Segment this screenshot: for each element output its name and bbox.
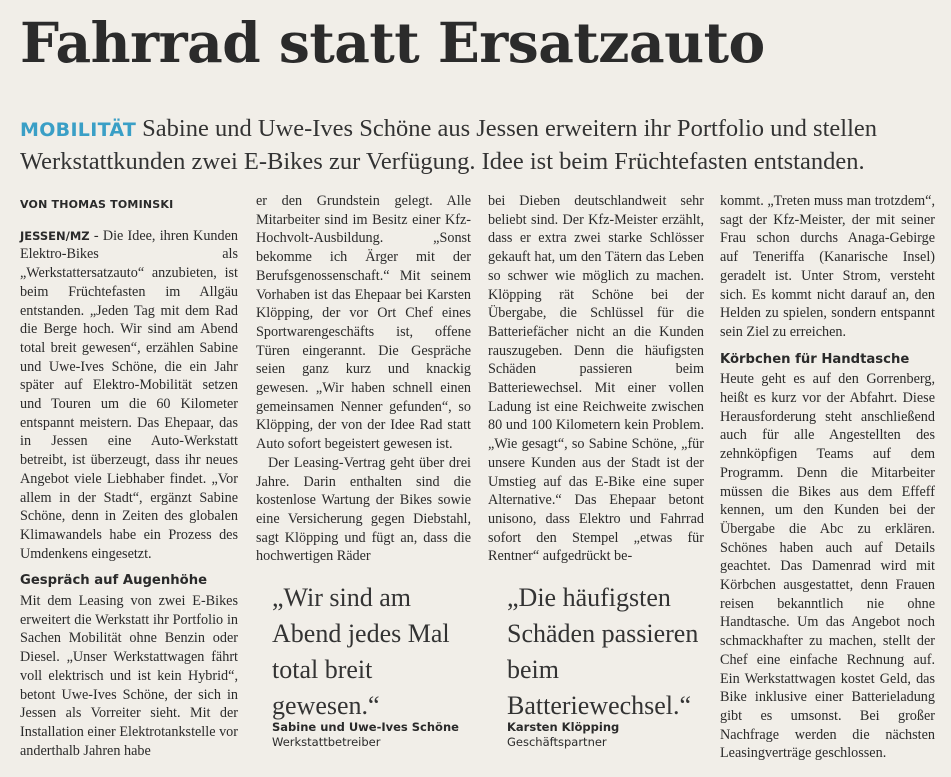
paragraph-text: - Die Idee, ihren Kunden Elektro-Bikes als „Werkstattersatzauto“ anzubieten, ist beim Früchtefasten im Allgäu entstanden. „Jeden Tag mit dem Rad die Berge hoch. Wir sind am Abend total breit gewesen“, erzählen Sabine und Uwe-Ives Schöne, die ein Jahr später auf Elektro-Mobilität setzen und Touren um die 60 Kilometer entspannt meistern. Das Ehepaar, das in Jessen eine Auto-Werkstatt betreibt, ist überzeugt, dass ihr neues Angebot viele Liebhaber findet. „Vor allem in der Stadt“, ergänzt Sabine Schöne, denn in Zeiten des globalen Klimawandels habe ein Prozess des Umdenkens eingesetzt.	[20, 227, 238, 562]
quote-role: Werkstattbetreiber	[272, 735, 381, 749]
lead-paragraph	[20, 113, 935, 177]
column-1	[20, 192, 238, 760]
quote-1-attribution	[272, 720, 472, 750]
kicker: MOBILITÄT	[20, 119, 137, 141]
subheading: Gespräch auf Augenhöhe	[20, 573, 208, 589]
quote-author: Sabine und Uwe-Ives Schöne	[272, 720, 459, 734]
paragraph: Mit dem Leasing von zwei E-Bikes erweitert die Werkstatt ihr Portfolio in Sachen Mobilität ohne Benzin oder Diesel. „Unser Werkstattwagen fährt voll elektrisch und ist kein Hybrid“, betont Uwe-Ives Schöne, der sich in Jessen als Vorreiter sieht. Mit der Installation einer Elektrotankstelle vor anderthalb Jahren habe	[20, 593, 238, 759]
headline: Fahrrad statt Ersatzauto	[20, 10, 765, 75]
quote-2-attribution	[507, 720, 707, 750]
paragraph: Der Leasing-Vertrag geht über drei Jahre. Darin enthalten sind die kostenlose Wartung der Bikes sowie eine Versicherung gegen Diebstahl, sagt Klöpping und fügt an, dass die hochwertigen Räder	[256, 454, 471, 565]
paragraph: kommt. „Treten muss man trotzdem“, sagt der Kfz-Meister, der mit seiner Frau schon durchs Anaga-Gebirge auf Teneriffa (Kanarische Insel) geradelt ist. Unter Strom, versteht sich. Es kommt nicht darauf an, den Helden zu spielen, sondern entspannt sein Ziel zu erreichen.	[720, 193, 935, 340]
column-2	[256, 192, 471, 566]
dateline: JESSEN/MZ	[20, 228, 90, 243]
byline: VON THOMAS TOMINSKI	[20, 198, 174, 211]
paragraph: bei Dieben deutschlandweit sehr beliebt sind. Der Kfz-Meister erzählt, dass er extra zwei starke Schlösser gekauft hat, um den Tätern das Leben so schwer wie möglich zu machen. Klöpping rät Schöne bei der Übergabe, die Schlüssel für die Batteriefächer nicht an die Kunden rauszugeben. Denn die häufigsten Schäden passieren beim Batteriewechsel. Mit einer vollen Ladung ist eine Reichweite zwischen 80 und 100 Kilometern kein Problem. „Wie gesagt“, so Sabine Schöne, „für unsere Kunden aus der Stadt ist der Umstieg auf das E-Bike eine super Alternative.“ Das Ehepaar betont unisono, dass Elektro und Fahrrad sofort den Stempel „etwas für Rentner“ aufgedrückt be-	[488, 193, 704, 565]
paragraph: er den Grundstein gelegt. Alle Mitarbeiter sind im Besitz einer Kfz-Hochvolt-Ausbildung. „Sonst bekomme ich Ärger mit der Berufsgenossenschaft.“ Mit seinem Vorhaben ist das Ehepaar bei Karsten Klöpping, der vor Ort Chef eines Sportwarengeschäfts ist, offene Türen eingerannt. Die Gespräche seien ganz kurz und knackig gewesen. „Wir haben schnell einen gemeinsamen Nenner gefunden“, so Klöpping, der von der Idee Rad statt Auto sofort begeistert gewesen ist.	[256, 193, 471, 453]
paragraph: Heute geht es auf den Gorrenberg, heißt es kurz vor der Abfahrt. Diese Herausforderung steht anschließend auch für alle Angestellten des zehnköpfigen Teams auf dem Programm. Denn die Mitarbeiter müssen die Bikes aus dem Effeff kennen, um den Kunden bei der Übergabe die Abc zu erklären. Schönes haben auch auf Details geachtet. Das Damenrad wird mit Körbchen ausgestattet, denn Frauen reisen bekanntlich nie ohne Handtasche. Um das Angebot noch schmackhafter zu machen, stellt der Chef eine einfache Rechnung auf. Ein Werkstattwagen kostet Geld, das Bike inklusive einer Batterieladung gibt es umsonst. Bei großer Nachfrage werden die nächsten Leasingverträge geschlossen.	[720, 371, 935, 762]
paragraph	[20, 227, 238, 564]
lead-text: Sabine und Uwe-Ives Schöne aus Jessen erweitern ihr Portfolio und stellen Werkstattkunden zwei E-Bikes zur Verfügung. Idee ist beim Früchtefasten entstanden.	[20, 115, 878, 175]
pull-quote-2: „Die häufigsten Schäden passieren beim Batteriewechsel.“	[507, 583, 699, 720]
column-3	[488, 192, 704, 566]
quote-role: Geschäftspartner	[507, 735, 607, 749]
pull-quote-1: „Wir sind am Abend jedes Mal total breit gewesen.“	[272, 583, 450, 720]
column-4	[720, 192, 935, 763]
subheading: Körbchen für Handtasche	[720, 351, 910, 367]
quote-author: Karsten Klöpping	[507, 720, 620, 734]
